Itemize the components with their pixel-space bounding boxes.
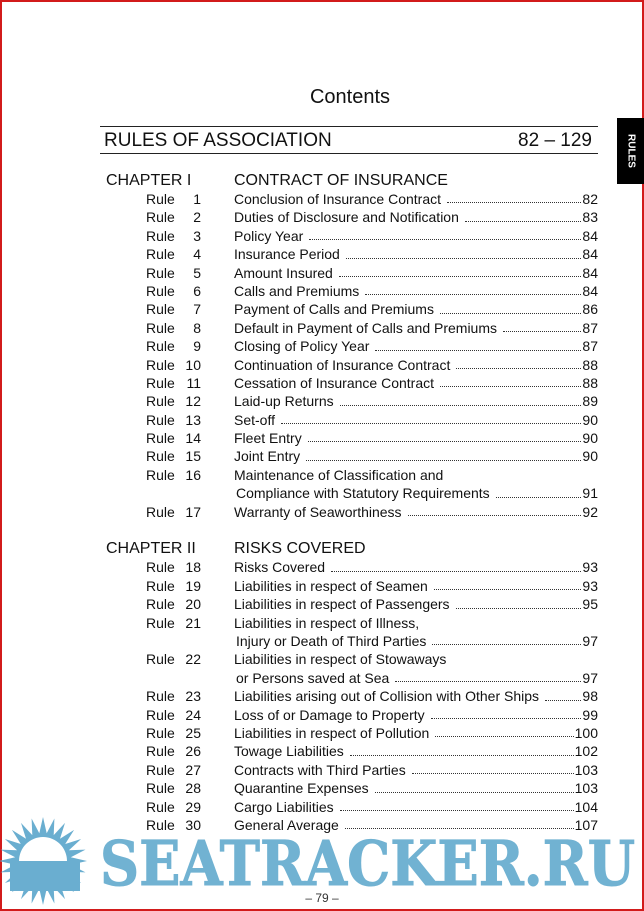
- entry-title: [234, 595, 598, 613]
- rule-number: 8: [193, 319, 201, 336]
- rule-label: Rule: [146, 798, 175, 815]
- rule-label: Rule: [146, 356, 175, 373]
- rule-label: Rule: [146, 264, 175, 281]
- entry-title-text: Cargo Liabilities: [234, 798, 340, 816]
- toc-entry[interactable]: [100, 577, 598, 595]
- entry-page-number[interactable]: 89: [582, 393, 598, 410]
- entry-title: [234, 447, 598, 465]
- rule-label: Rule: [146, 577, 175, 594]
- entry-title-text: Laid-up Returns: [234, 392, 340, 410]
- rule-number: 25: [185, 724, 201, 741]
- toc-entry[interactable]: [100, 356, 598, 374]
- entry-page-number[interactable]: 93: [582, 577, 598, 594]
- page-title: Contents: [309, 86, 391, 108]
- rule-number: 29: [185, 798, 201, 815]
- entry-title-text: Liabilities in respect of Illness,: [234, 614, 425, 632]
- dot-leader: [375, 779, 574, 792]
- entry-page-number[interactable]: 99: [582, 706, 598, 723]
- rule-number: 9: [193, 338, 201, 355]
- entry-page-number[interactable]: 84: [582, 227, 598, 244]
- entry-page-number[interactable]: 90: [582, 448, 598, 465]
- rule-label: Rule: [146, 411, 175, 428]
- entry-page-number[interactable]: 83: [582, 209, 598, 226]
- sun-icon: [0, 817, 87, 905]
- entry-page-number[interactable]: 100: [574, 724, 598, 741]
- entry-title: [234, 632, 598, 650]
- toc-entry[interactable]: [100, 614, 598, 632]
- entry-title-text: Loss of or Damage to Property: [234, 706, 431, 724]
- toc-entry[interactable]: [100, 724, 598, 742]
- rule-label: Rule: [146, 688, 175, 705]
- toc-entry-continuation[interactable]: [100, 632, 598, 650]
- dot-leader: [350, 742, 574, 755]
- rule-label: Rule: [146, 282, 175, 299]
- table-of-contents: [100, 171, 598, 834]
- entry-title-text: Liabilities arising out of Collision with Other Ships: [234, 687, 545, 705]
- toc-entry[interactable]: [100, 798, 598, 816]
- entry-title: [234, 190, 598, 208]
- side-tab-label: RULES: [625, 134, 636, 168]
- dot-leader: [496, 484, 582, 497]
- dot-leader: [309, 227, 581, 240]
- entry-title-text: Calls and Premiums: [234, 282, 365, 300]
- chapter-title: [234, 539, 598, 558]
- rule-number: 17: [185, 503, 201, 520]
- entry-title-text: Injury or Death of Third Parties: [234, 632, 432, 650]
- entry-title: [234, 337, 598, 355]
- chapter-title: [234, 171, 598, 190]
- entry-page-number[interactable]: 98: [582, 688, 598, 705]
- entry-title-text: Towage Liabilities: [234, 742, 350, 760]
- dot-leader: [435, 724, 573, 737]
- entry-page-number[interactable]: 82: [582, 191, 598, 207]
- entry-page-number[interactable]: 107: [574, 816, 598, 833]
- dot-leader: [331, 558, 581, 571]
- toc-entry[interactable]: [100, 503, 598, 521]
- entry-title: [234, 319, 598, 337]
- rule-number: 23: [185, 688, 201, 705]
- entry-page-number[interactable]: 103: [574, 761, 598, 778]
- toc-entry[interactable]: [100, 779, 598, 797]
- rule-number: 10: [185, 356, 201, 373]
- entry-title: [234, 558, 598, 576]
- entry-page-number[interactable]: 102: [574, 743, 598, 760]
- rule-label: Rule: [146, 209, 175, 226]
- rule-label: Rule: [146, 191, 175, 207]
- dot-leader: [339, 264, 582, 277]
- chapter-heading: [100, 539, 598, 558]
- entry-title-text: General Average: [234, 816, 345, 834]
- entry-title: [234, 245, 598, 263]
- chapter-label: CHAPTER I: [106, 172, 192, 189]
- toc-entry[interactable]: [100, 466, 598, 484]
- watermark-logo: [0, 815, 644, 911]
- rule-number: 16: [185, 466, 201, 483]
- entry-title: [234, 484, 598, 502]
- rule-label: Rule: [146, 761, 175, 778]
- dot-leader: [365, 282, 581, 295]
- rule-label: Rule: [146, 596, 175, 613]
- entry-page-number[interactable]: 86: [582, 301, 598, 318]
- entry-title: [234, 300, 598, 318]
- entry-title-text: Maintenance of Classification and: [234, 466, 449, 484]
- rule-number: 4: [193, 246, 201, 263]
- rule-label: Rule: [146, 816, 175, 833]
- chapter-title-text: CONTRACT OF INSURANCE: [234, 172, 448, 189]
- entry-title: [234, 614, 598, 632]
- section-title: RULES OF ASSOCIATION: [104, 130, 332, 151]
- rule-number: 26: [185, 743, 201, 760]
- entry-title-text: Amount Insured: [234, 264, 339, 282]
- entry-title-text: Default in Payment of Calls and Premiums: [234, 319, 503, 337]
- chapter-heading: [100, 171, 598, 190]
- rule-number: 3: [193, 227, 201, 244]
- toc-entry[interactable]: [100, 558, 598, 576]
- dot-leader: [456, 356, 581, 369]
- rule-number: 7: [193, 301, 201, 318]
- entry-title-text: Closing of Policy Year: [234, 337, 375, 355]
- dot-leader: [456, 595, 582, 608]
- entry-page-number[interactable]: 92: [582, 503, 598, 520]
- toc-entry[interactable]: [100, 264, 598, 282]
- entry-page-number[interactable]: 97: [582, 632, 598, 649]
- rule-number: 18: [185, 559, 201, 576]
- entry-page-number[interactable]: 95: [582, 596, 598, 613]
- entry-title: [234, 356, 598, 374]
- toc-entry[interactable]: [100, 374, 598, 392]
- entry-title: [234, 392, 598, 410]
- entry-page-number[interactable]: 90: [582, 430, 598, 447]
- entry-title: [234, 503, 598, 521]
- entry-title-text: Continuation of Insurance Contract: [234, 356, 456, 374]
- entry-page-number[interactable]: 91: [582, 485, 598, 502]
- toc-entry[interactable]: [100, 650, 598, 668]
- rule-number: 21: [185, 614, 201, 631]
- entry-title-text: Compliance with Statutory Requirements: [234, 484, 496, 502]
- rule-label: Rule: [146, 430, 175, 447]
- entry-title-text: Payment of Calls and Premiums: [234, 300, 440, 318]
- rule-label: Rule: [146, 503, 175, 520]
- dot-leader: [440, 300, 581, 313]
- toc-entry[interactable]: [100, 300, 598, 318]
- entry-title-text: Liabilities in respect of Seamen: [234, 577, 434, 595]
- rule-number: 5: [193, 264, 201, 281]
- entry-title: [234, 724, 598, 742]
- dot-leader: [408, 503, 582, 516]
- rule-number: 12: [185, 393, 201, 410]
- entry-title-text: Liabilities in respect of Stowaways: [234, 650, 452, 668]
- dot-leader: [346, 245, 582, 258]
- entry-page-number[interactable]: 90: [582, 411, 598, 428]
- rule-label: Rule: [146, 706, 175, 723]
- entry-page-number[interactable]: 93: [582, 559, 598, 576]
- entry-title: [234, 227, 598, 245]
- rule-label: Rule: [146, 227, 175, 244]
- entry-title: [234, 577, 598, 595]
- chapter-title-text: RISKS COVERED: [234, 540, 366, 558]
- toc-entry-continuation[interactable]: [100, 484, 598, 502]
- rule-label: Rule: [146, 374, 175, 391]
- entry-title-text: Set-off: [234, 411, 281, 429]
- dot-leader: [340, 392, 582, 405]
- entry-title-text: Warranty of Seaworthiness: [234, 503, 408, 521]
- toc-entry[interactable]: [100, 337, 598, 355]
- entry-title: [234, 466, 598, 484]
- rule-label: Rule: [146, 338, 175, 355]
- entry-title-text: Liabilities in respect of Passengers: [234, 595, 456, 613]
- toc-entry[interactable]: [100, 706, 598, 724]
- rule-number: 6: [193, 282, 201, 299]
- rule-number: 13: [185, 411, 201, 428]
- watermark-text: SEATRACKER.RU: [100, 827, 635, 900]
- rule-number: 28: [185, 780, 201, 797]
- rule-label: Rule: [146, 301, 175, 318]
- rule-number: 30: [185, 816, 201, 833]
- dot-leader: [395, 669, 581, 682]
- entry-title: [234, 374, 598, 392]
- rule-label: Rule: [146, 246, 175, 263]
- rule-number: 19: [185, 577, 201, 594]
- entry-title: [234, 687, 598, 705]
- dot-leader: [465, 208, 582, 221]
- entry-title: [234, 706, 598, 724]
- toc-entry[interactable]: [100, 595, 598, 613]
- entry-title: [234, 742, 598, 760]
- rule-label: Rule: [146, 448, 175, 465]
- entry-page-number[interactable]: 104: [574, 798, 598, 815]
- toc-entry[interactable]: [100, 429, 598, 447]
- dot-leader: [306, 447, 581, 460]
- entry-title: [234, 429, 598, 447]
- toc-entry[interactable]: [100, 190, 598, 208]
- entry-page-number[interactable]: 84: [582, 246, 598, 263]
- chapter-gap: [100, 521, 598, 539]
- entry-title: [234, 264, 598, 282]
- dot-leader: [431, 706, 582, 719]
- entry-title-text: Contracts with Third Parties: [234, 761, 412, 779]
- entry-title-text: Quarantine Expenses: [234, 779, 375, 797]
- entry-title: [234, 208, 598, 226]
- entry-title-text: Insurance Period: [234, 245, 346, 263]
- rule-number: 20: [185, 596, 201, 613]
- rule-label: Rule: [146, 651, 175, 668]
- toc-entry[interactable]: [100, 411, 598, 429]
- page-number: – 79 –: [305, 891, 339, 905]
- toc-entry[interactable]: [100, 687, 598, 705]
- entry-title: [234, 411, 598, 429]
- side-tab[interactable]: [617, 118, 644, 184]
- toc-entry[interactable]: [100, 761, 598, 779]
- rule-number: 14: [185, 430, 201, 447]
- entry-title-text: Joint Entry: [234, 447, 306, 465]
- toc-entry[interactable]: [100, 392, 598, 410]
- entry-title-text: Liabilities in respect of Pollution: [234, 724, 435, 742]
- toc-entry[interactable]: [100, 282, 598, 300]
- dot-leader: [375, 337, 581, 350]
- rule-number: 1: [193, 191, 201, 207]
- entry-page-number[interactable]: 84: [582, 282, 598, 299]
- entry-title: [234, 282, 598, 300]
- rule-label: Rule: [146, 319, 175, 336]
- rule-label: Rule: [146, 724, 175, 741]
- dot-leader: [281, 411, 581, 424]
- toc-entry[interactable]: [100, 319, 598, 337]
- toc-entry[interactable]: [100, 447, 598, 465]
- rule-number: 15: [185, 448, 201, 465]
- dot-leader: [434, 577, 582, 590]
- rule-number: 2: [193, 209, 201, 226]
- dot-leader: [432, 632, 581, 645]
- rule-label: Rule: [146, 780, 175, 797]
- toc-entry-continuation[interactable]: [100, 669, 598, 687]
- entry-title-text: Duties of Disclosure and Notification: [234, 208, 465, 226]
- entry-title: [234, 761, 598, 779]
- entry-page-number[interactable]: 87: [582, 338, 598, 355]
- section-header: [100, 126, 598, 154]
- entry-page-number[interactable]: 87: [582, 319, 598, 336]
- entry-page-number[interactable]: 88: [582, 374, 598, 391]
- entry-title: [234, 650, 598, 668]
- dot-leader: [340, 798, 574, 811]
- entry-title: [234, 669, 598, 687]
- toc-entry[interactable]: [100, 742, 598, 760]
- entry-title: [234, 798, 598, 816]
- toc-entry[interactable]: [100, 245, 598, 263]
- entry-title: [234, 779, 598, 797]
- entry-page-number[interactable]: 84: [582, 264, 598, 281]
- rule-label: Rule: [146, 393, 175, 410]
- chapter-label: CHAPTER II: [106, 540, 196, 558]
- entry-title-text: Conclusion of Insurance Contract: [234, 190, 447, 208]
- rule-label: Rule: [146, 743, 175, 760]
- entry-title-text: Cessation of Insurance Contract: [234, 374, 440, 392]
- dot-leader: [440, 374, 581, 387]
- rule-number: 27: [185, 761, 201, 778]
- rule-label: Rule: [146, 466, 175, 483]
- rule-number: 22: [185, 651, 201, 668]
- entry-title-text: or Persons saved at Sea: [234, 669, 395, 687]
- rule-label: Rule: [146, 559, 175, 576]
- entry-page-number[interactable]: 103: [574, 780, 598, 797]
- entry-title-text: Policy Year: [234, 227, 309, 245]
- entry-title-text: Risks Covered: [234, 558, 331, 576]
- toc-entry[interactable]: [100, 227, 598, 245]
- entry-page-number[interactable]: 97: [582, 669, 598, 686]
- entry-page-number[interactable]: 88: [582, 356, 598, 373]
- dot-leader: [545, 687, 581, 700]
- entry-title-text: Fleet Entry: [234, 429, 308, 447]
- rule-number: 11: [186, 374, 201, 391]
- dot-leader: [308, 429, 582, 442]
- rule-number: 24: [185, 706, 201, 723]
- section-pages: 82 – 129: [518, 130, 592, 151]
- toc-entry[interactable]: [100, 208, 598, 226]
- dot-leader: [447, 190, 581, 203]
- dot-leader: [412, 761, 574, 774]
- rule-label: Rule: [146, 614, 175, 631]
- dot-leader: [503, 319, 581, 332]
